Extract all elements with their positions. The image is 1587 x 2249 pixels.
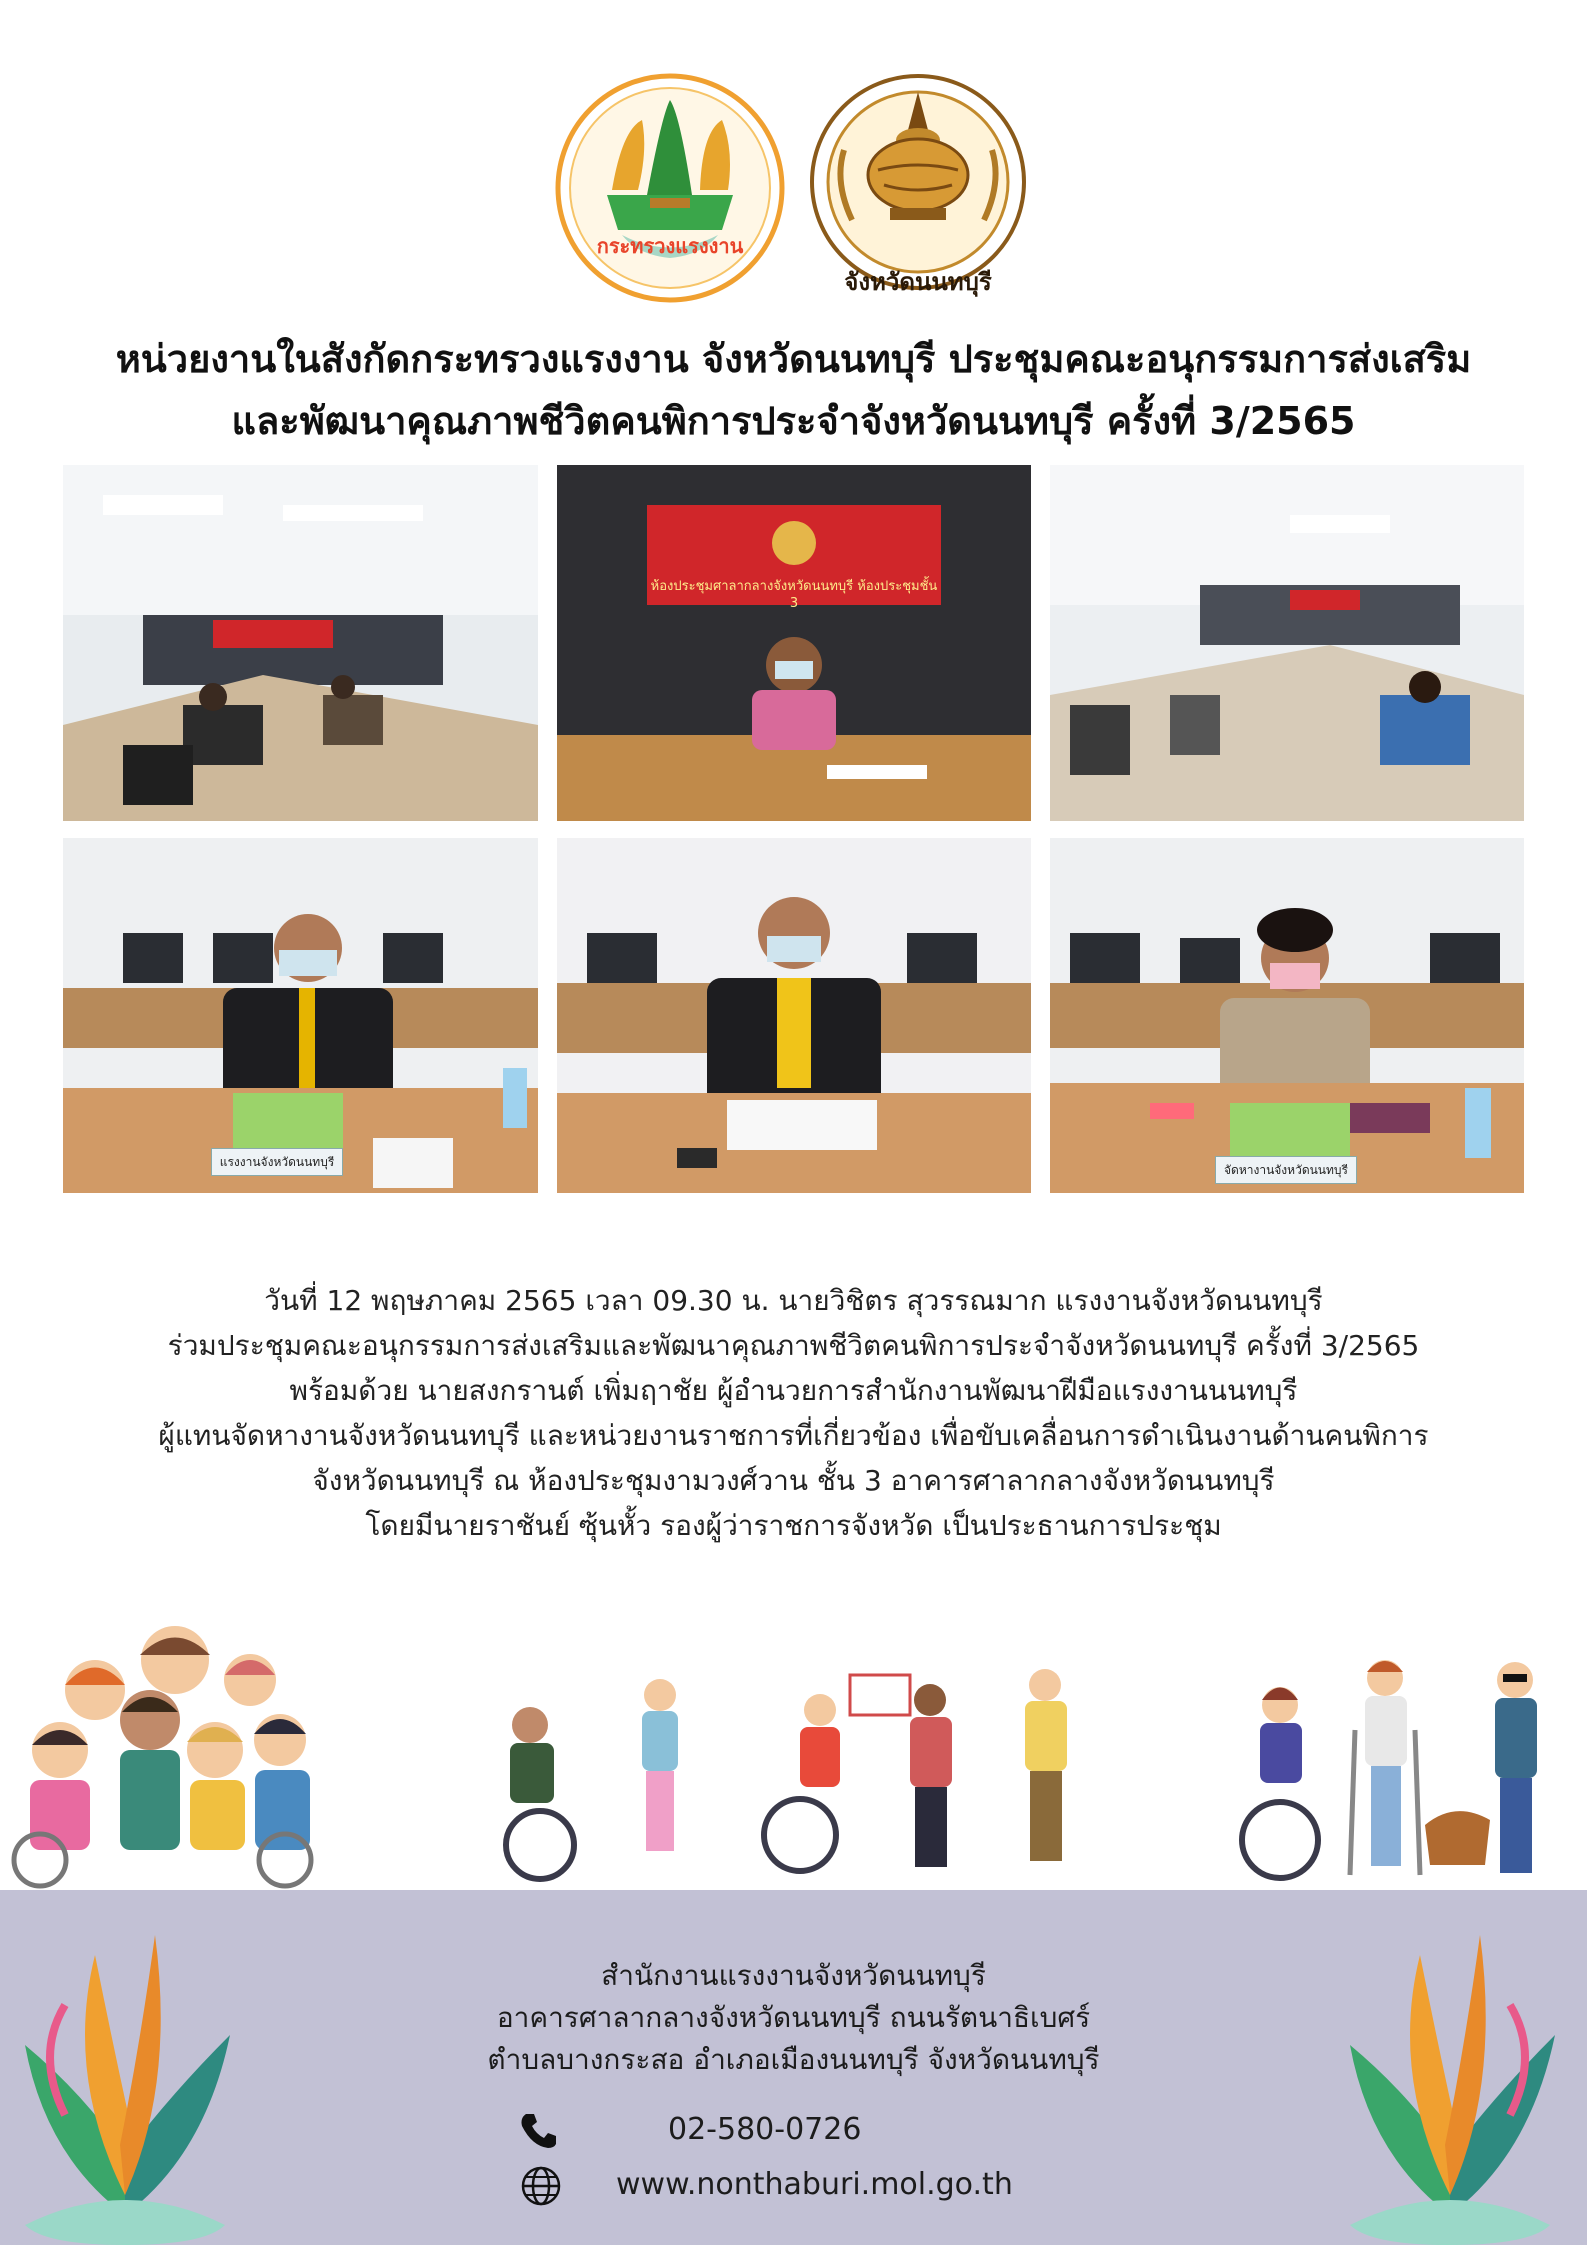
nameplate-labour-office: แรงงานจังหวัดนนทบุรี (211, 1148, 343, 1176)
address-line: ตำบลบางกระสอ อำเภอเมืองนนทบุรี จังหวัดนนทบุรี (487, 2043, 1100, 2076)
body-line: พร้อมด้วย นายสงกรานต์ เพิ่มฤาชัย ผู้อำนวยการสำนักงานพัฒนาฝีมือแรงงานนนทบุรี (289, 1374, 1298, 1407)
news-body (80, 1278, 1507, 1548)
banner-text: ห้องประชุมศาลากลางจังหวัดนนทบุรี ห้องประชุมชั้น 3 (650, 579, 938, 611)
meeting-photo-employment-officer (1050, 838, 1524, 1193)
globe-icon (520, 2165, 562, 2207)
phone-number[interactable]: 02-580-0726 (668, 2112, 862, 2147)
meeting-photo-labour-officer (63, 838, 538, 1193)
meeting-photo-skill-dev-director (557, 838, 1031, 1193)
ministry-of-labour-logo (552, 70, 788, 306)
ministry-logo-text: กระทรวงแรงงาน (596, 234, 744, 258)
body-line: โดยมีนายราชันย์ ซุ้นหั้ว รองผู้ว่าราชการจังหวัด เป็นประธานการประชุม (365, 1509, 1222, 1542)
body-line: ผู้แทนจัดหางานจังหวัดนนทบุรี และหน่วยงานราชการที่เกี่ยวข้อง เพื่อขับเคลื่อนการดำเนินงานด้านคนพิการ (158, 1419, 1429, 1452)
wheelchair-crutches-guidedog-illustration (1225, 1650, 1565, 1885)
people-with-disabilities-illustration (460, 1645, 1100, 1885)
province-seal-text: จังหวัดนนทบุรี (844, 268, 992, 296)
nameplate-employment-office: จัดหางานจังหวัดนนทบุรี (1215, 1156, 1357, 1184)
body-line: ร่วมประชุมคณะอนุกรรมการส่งเสริมและพัฒนาคุณภาพชีวิตคนพิการประจำจังหวัดนนทบุรี ครั้งที่ 3/2565 (167, 1329, 1420, 1362)
body-line: วันที่ 12 พฤษภาคม 2565 เวลา 09.30 น. นายวิชิตร สุวรรณมาก แรงงานจังหวัดนนทบุรี (264, 1284, 1323, 1317)
body-line: จังหวัดนนทบุรี ณ ห้องประชุมงามวงศ์วาน ชั้น 3 อาคารศาลากลางจังหวัดนนทบุรี (312, 1464, 1275, 1497)
office-address (0, 1955, 1587, 2081)
website-link[interactable]: www.nonthaburi.mol.go.th (616, 2167, 1013, 2202)
office-name: สำนักงานแรงงานจังหวัดนนทบุรี (601, 1959, 986, 1992)
title-line-1: หน่วยงานในสังกัดกระทรวงแรงงาน จังหวัดนนทบุรี ประชุมคณะอนุกรรมการส่งเสริม (115, 337, 1472, 381)
phone-icon (518, 2110, 558, 2150)
page-title (0, 328, 1587, 452)
group-children-illustration (0, 1620, 320, 1890)
address-line: อาคารศาลากลางจังหวัดนนทบุรี ถนนรัตนาธิเบศร์ (496, 2001, 1091, 2034)
meeting-photo-chair (557, 465, 1031, 821)
title-line-2: และพัฒนาคุณภาพชีวิตคนพิการประจำจังหวัดนนทบุรี ครั้งที่ 3/2565 (231, 399, 1356, 443)
meeting-photo-wide-2 (1050, 465, 1524, 821)
nonthaburi-province-seal (804, 70, 1032, 306)
meeting-photo-wide-1 (63, 465, 538, 821)
